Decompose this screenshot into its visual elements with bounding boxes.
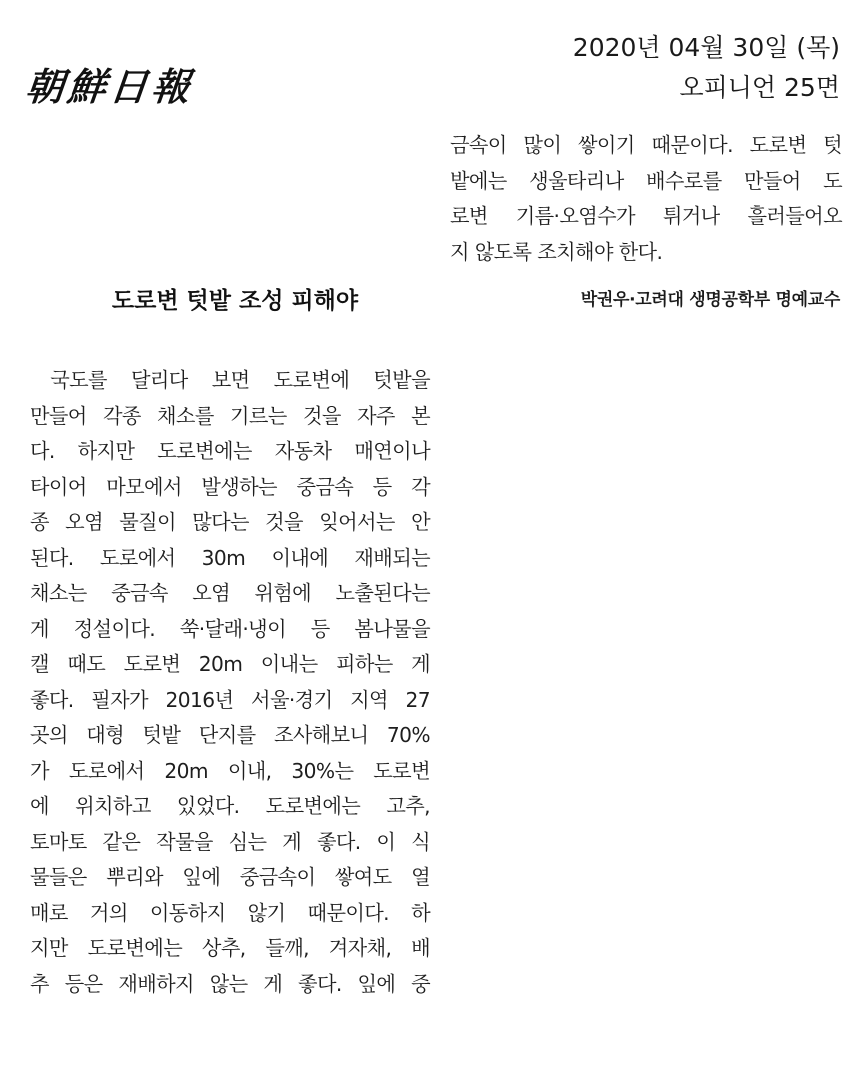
author-byline: 박권우·고려대 생명공학부 명예교수 (580, 290, 840, 310)
article-headline: 도로변 텃밭 조성 피해야 (111, 288, 359, 314)
body-line: 곳의 대형 텃밭 단지를 조사해보니 70% (30, 723, 430, 747)
body-line: 물들은 뿌리와 잎에 중금속이 쌓여도 열 (30, 865, 430, 889)
body-line: 종 오염 물질이 많다는 것을 잊어서는 안 (30, 510, 430, 534)
body-line: 지만 도로변에는 상추, 들깨, 겨자채, 배 (30, 936, 430, 960)
body-line: 캘 때도 도로변 20m 이내는 피하는 게 (30, 652, 430, 676)
body-line: 밭에는 생울타리나 배수로를 만들어 도 (450, 168, 842, 193)
masthead-logo: 朝鮮日報 (23, 64, 197, 109)
body-line: 에 위치하고 있었다. 도로변에는 고추, (30, 794, 430, 818)
section-page: 오피니언 25면 (679, 73, 840, 102)
publication-date: 2020년 04월 30일 (목) (572, 33, 840, 62)
article-body-right-column (450, 128, 842, 270)
body-line: 국도를 달리다 보면 도로변에 텃밭을 (50, 368, 430, 392)
body-line: 게 정설이다. 쑥·달래·냉이 등 봄나물을 (30, 616, 430, 641)
body-line: 타이어 마모에서 발생하는 중금속 등 각 (30, 474, 430, 499)
body-line: 다. 하지만 도로변에는 자동차 매연이나 (30, 439, 430, 463)
body-line: 금속이 많이 쌓이기 때문이다. 도로변 텃 (450, 133, 842, 157)
body-line: 추 등은 재배하지 않는 게 좋다. 잎에 중 (30, 971, 430, 996)
body-line: 만들어 각종 채소를 기르는 것을 자주 본 (30, 403, 430, 428)
body-line: 된다. 도로에서 30m 이내에 재배되는 (30, 545, 430, 570)
body-line: 지 않도록 조치해야 한다. (450, 239, 663, 264)
dateline (573, 28, 840, 108)
body-line: 가 도로에서 20m 이내, 30%는 도로변 (30, 758, 430, 783)
article-body-left-column (30, 363, 430, 1002)
body-line: 좋다. 필자가 2016년 서울·경기 지역 27 (30, 687, 430, 712)
body-line: 매로 거의 이동하지 않기 때문이다. 하 (30, 900, 430, 925)
body-line: 채소는 중금속 오염 위험에 노출된다는 (30, 581, 430, 605)
body-line: 로변 기름·오염수가 튀거나 흘러들어오 (450, 204, 842, 228)
body-line: 토마토 같은 작물을 심는 게 좋다. 이 식 (30, 829, 430, 854)
